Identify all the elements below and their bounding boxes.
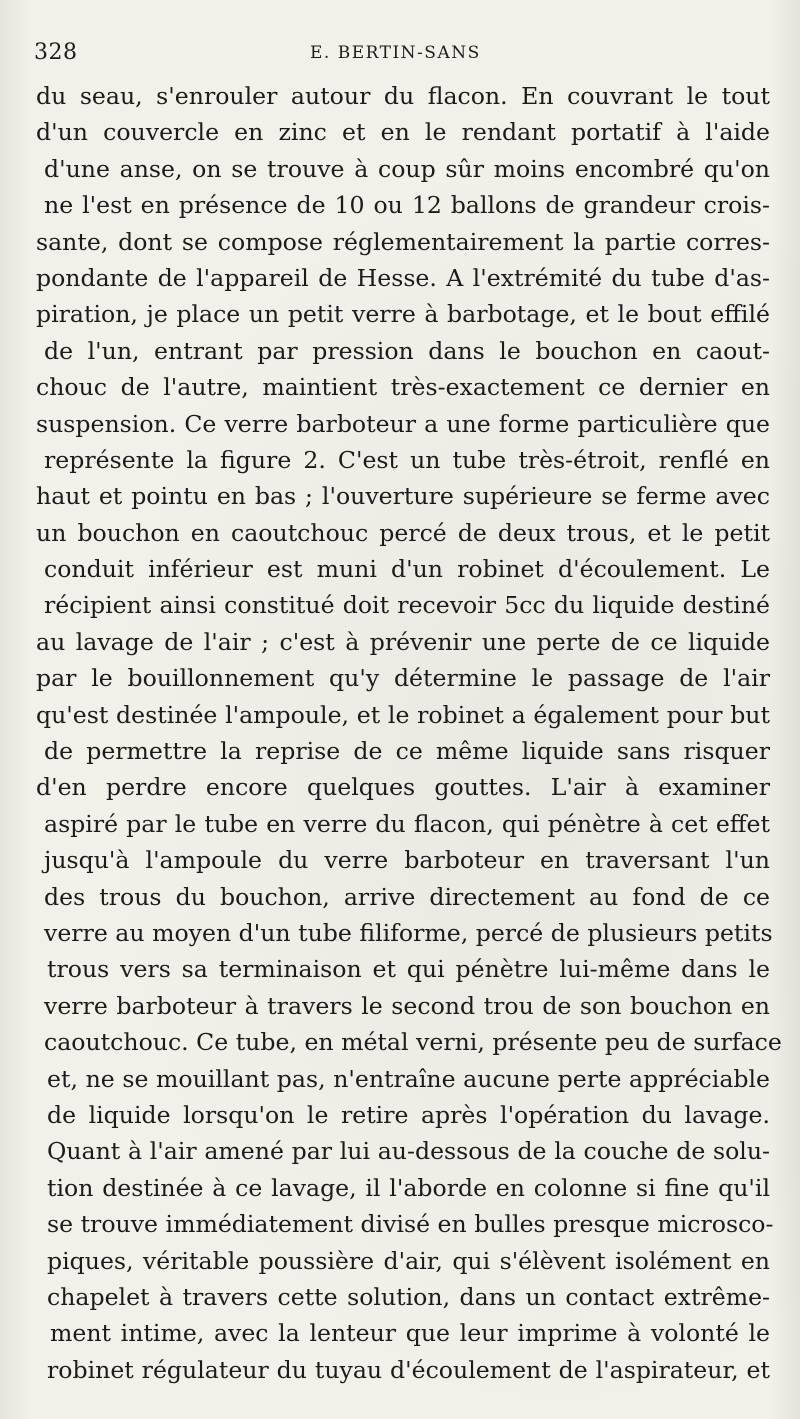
text-line: aspiré par le tube en verre du flacon, qui pénètre à cet effet	[44, 809, 770, 838]
text-line: au lavage de l'air ; c'est à prévenir une perte de ce liquide	[36, 627, 770, 656]
text-line: caoutchouc. Ce tube, en métal verni, présente peu de surface	[44, 1028, 782, 1057]
text-line: verre au moyen d'un tube filiforme, percé de plusieurs petits	[44, 918, 773, 947]
running-head-author: E. BERTIN-SANS	[310, 43, 481, 63]
text-line: par le bouillonnement qu'y détermine le passage de l'air	[36, 664, 770, 693]
text-line: verre barboteur à travers le second trou de son bouchon en	[44, 991, 770, 1020]
text-line: d'un couvercle en zinc et en le rendant portatif à l'aide	[36, 118, 770, 147]
running-head	[34, 40, 764, 70]
text-line: jusqu'à l'ampoule du verre barboteur en traversant l'un	[44, 846, 770, 875]
text-line: haut et pointu en bas ; l'ouverture supérieure se ferme avec	[36, 482, 770, 511]
text-line: se trouve immédiatement divisé en bulles presque microsco-	[47, 1210, 774, 1239]
text-line: représente la figure 2. C'est un tube très-étroit, renflé en	[44, 445, 770, 474]
text-line: Quant à l'air amené par lui au-dessous de la couche de solu-	[47, 1137, 770, 1166]
text-line: sante, dont se compose réglementairement la partie corres-	[36, 227, 770, 256]
text-line: du seau, s'enrouler autour du flacon. En couvrant le tout	[36, 82, 770, 110]
text-line: trous vers sa terminaison et qui pénètre lui-même dans le	[47, 955, 770, 984]
text-line: d'en perdre encore quelques gouttes. L'air à examiner	[36, 773, 770, 802]
text-line: conduit inférieur est muni d'un robinet d'écoulement. Le	[44, 555, 770, 584]
page-number: 328	[34, 40, 78, 65]
text-line: ne l'est en présence de 10 ou 12 ballons de grandeur crois-	[44, 191, 770, 220]
text-line: ment intime, avec la lenteur que leur imprime à volonté le	[50, 1319, 770, 1348]
text-line: robinet régulateur du tuyau d'écoulement de l'aspirateur, et	[47, 1355, 770, 1384]
text-line: des trous du bouchon, arrive directement au fond de ce	[44, 882, 770, 911]
body-text	[34, 78, 782, 1388]
text-line: chapelet à travers cette solution, dans un contact extrême-	[47, 1282, 770, 1311]
text-line: suspension. Ce verre barboteur a une forme particulière que	[36, 409, 770, 438]
text-line: et, ne se mouillant pas, n'entraîne aucune perte appréciable	[47, 1064, 770, 1093]
text-line: de permettre la reprise de ce même liquide sans risquer	[44, 737, 770, 766]
text-line: de l'un, entrant par pression dans le bouchon en caout-	[44, 336, 770, 365]
text-line: d'une anse, on se trouve à coup sûr moins encombré qu'on	[44, 154, 770, 183]
text-line: un bouchon en caoutchouc percé de deux trous, et le petit	[36, 518, 770, 547]
text-line: chouc de l'autre, maintient très-exactement ce dernier en	[36, 373, 770, 402]
text-line: piration, je place un petit verre à barbotage, et le bout effilé	[36, 300, 770, 329]
text-line: tion destinée à ce lavage, il l'aborde en colonne si fine qu'il	[47, 1173, 770, 1202]
text-line: pondante de l'appareil de Hesse. A l'extrémité du tube d'as-	[36, 263, 770, 292]
text-line: qu'est destinée l'ampoule, et le robinet a également pour but	[36, 700, 770, 729]
text-line: récipient ainsi constitué doit recevoir 5cc du liquide destiné	[44, 591, 770, 620]
text-line: piques, véritable poussière d'air, qui s'élèvent isolément en	[47, 1246, 770, 1275]
text-line: de liquide lorsqu'on le retire après l'opération du lavage.	[47, 1100, 770, 1129]
